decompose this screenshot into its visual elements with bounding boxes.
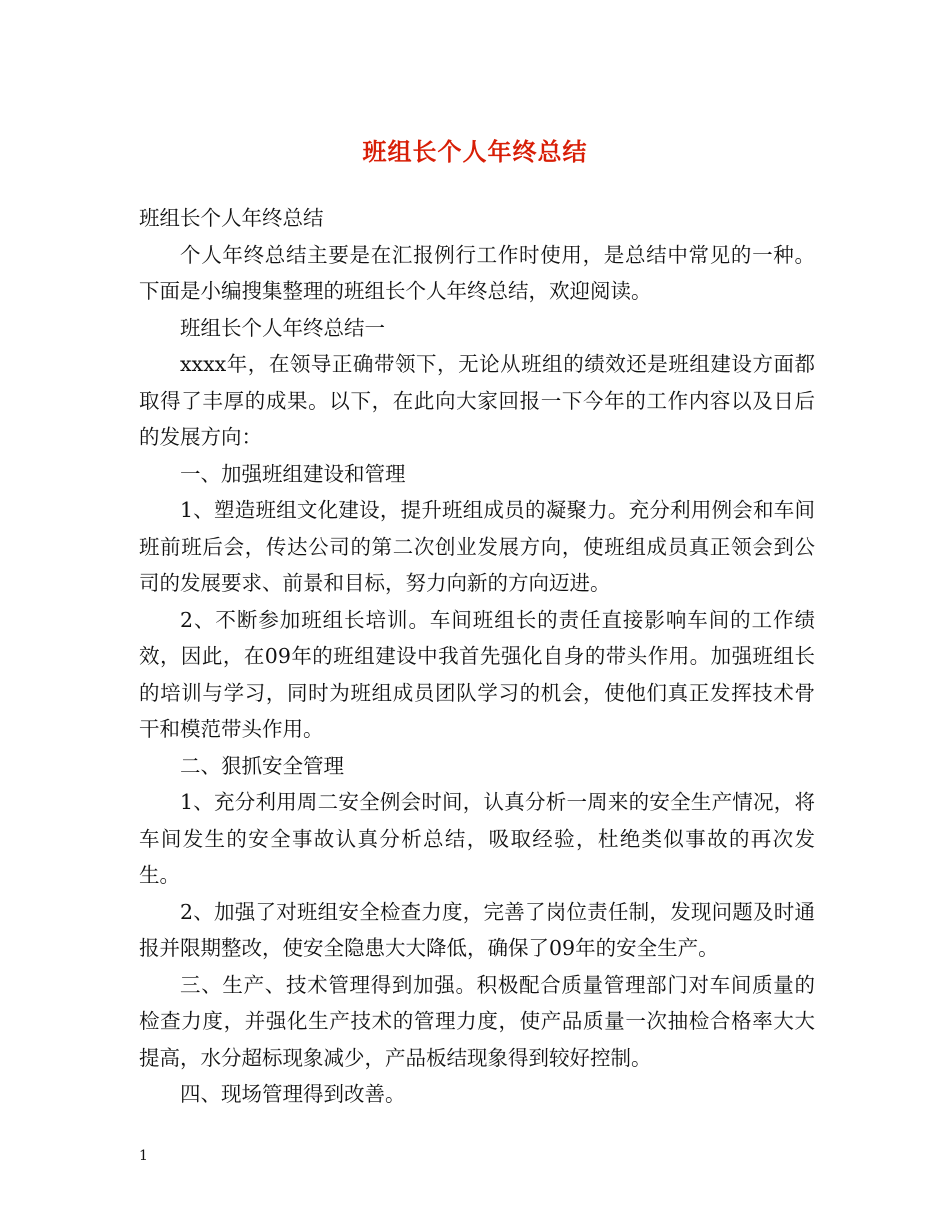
document-title: 班组长个人年终总结	[362, 137, 588, 166]
page-number: 1	[139, 1148, 148, 1164]
paragraph-intro: 个人年终总结主要是在汇报例行工作时使用，是总结中常见的一种。下面是小编搜集整理的班组长个人年终总结，欢迎阅读。	[139, 242, 815, 303]
paragraph-leader-training: 2、不断参加班组长培训。车间班组长的责任直接影响车间的工作绩效，因此，在09年的班组建设中我首先强化自身的带头作用。加强班组长的培训与学习，同时为班组成员团队学习的机会，使他们真正发挥技术骨干和模范带头作用。	[139, 607, 815, 741]
section-heading-summary-one: 班组长个人年终总结一	[180, 315, 385, 340]
paragraph-production-technical: 三、生产、技术管理得到加强。积极配合质量管理部门对车间质量的检查力度，并强化生产技术的管理力度，使产品质量一次抽检合格率大大提高，水分超标现象减少，产品板结现象得到较好控制。	[139, 972, 815, 1070]
paragraph-safety-inspection: 2、加强了对班组安全检查力度，完善了岗位责任制，发现问题及时通报并限期整改，使安全隐患大大降低，确保了09年的安全生产。	[139, 899, 815, 960]
paragraph-site-management: 四、现场管理得到改善。	[180, 1082, 406, 1106]
paragraph-safety-meeting: 1、充分利用周二安全例会时间，认真分析一周来的安全生产情况，将车间发生的安全事故认真分析总结，吸取经验，杜绝类似事故的再次发生。	[139, 790, 815, 887]
paragraph-overview: xxxx年，在领导正确带领下，无论从班组的绩效还是班组建设方面都取得了丰厚的成果。以下，在此向大家回报一下今年的工作内容以及日后的发展方向：	[139, 352, 815, 449]
document-body	[139, 200, 815, 1113]
paragraph-team-culture: 1、塑造班组文化建设，提升班组成员的凝聚力。充分利用例会和车间班前班后会，传达公司的第二次创业发展方向，使班组成员真正领会到公司的发展要求、前景和目标，努力向新的方向迈进。	[139, 498, 815, 595]
section-heading-safety: 二、狠抓安全管理	[180, 753, 344, 778]
paragraph-subtitle: 班组长个人年终总结	[139, 206, 324, 230]
section-heading-team-building: 一、加强班组建设和管理	[180, 461, 406, 486]
